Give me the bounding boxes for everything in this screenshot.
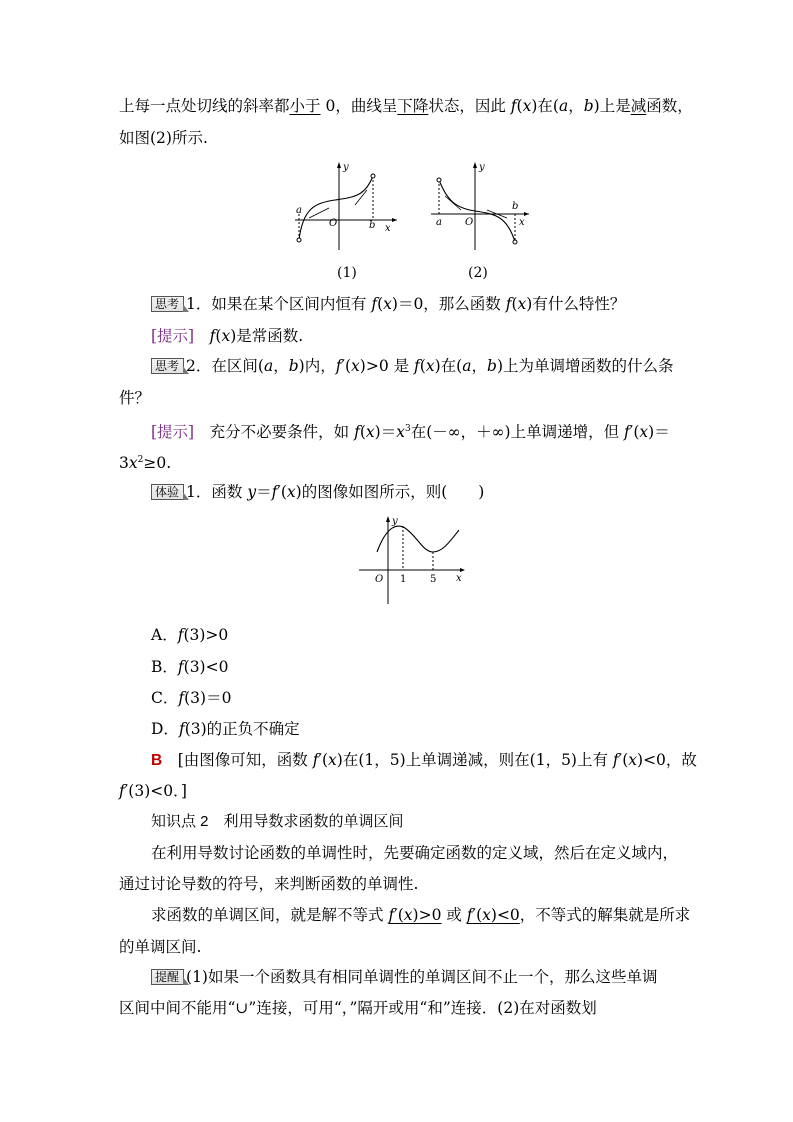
paragraph-line: 在利用导数讨论函数的单调性时，先要确定函数的定义域，然后在定义域内， — [151, 844, 679, 862]
think-question-1: 思考 1．如果在某个区间内恒有 f(x)＝0，那么函数 f(x)有什么特性？ — [151, 293, 711, 315]
paragraph-line: 区间中间不能用“∪”连接，可用“，”隔开或用“和”连接．(2)在对函数划 — [119, 999, 597, 1017]
label-origin: O — [329, 218, 338, 229]
label-x: x — [385, 223, 391, 234]
open-point — [297, 238, 301, 242]
label-y: y — [392, 516, 398, 527]
option-c: C．f(3)＝0 — [151, 689, 232, 707]
paragraph-line: 上每一点处切线的斜率都小于 0，曲线呈下降状态，因此 f(x)在(a，b)上是减函数， — [119, 97, 693, 115]
think-tag: 思考 — [151, 296, 184, 312]
reminder-tag: 提醒 — [151, 969, 184, 985]
open-point — [371, 174, 375, 178]
reminder: 提醒 (1)如果一个函数具有相同单调性的单调区间不止一个，那么这些单调 — [151, 966, 711, 988]
paragraph-line: 的单调区间. — [119, 938, 202, 956]
paragraph-line: 如图(2)所示. — [119, 129, 208, 147]
paragraph-line: f′(3)<0．] — [119, 782, 187, 800]
label-origin: O — [375, 574, 384, 585]
tick-label-5: 5 — [430, 574, 437, 585]
open-point — [437, 178, 441, 182]
label-a: a — [296, 205, 302, 216]
paragraph-line: 件？ — [119, 389, 151, 407]
tangent-line — [445, 196, 461, 210]
tick-label-1: 1 — [400, 574, 407, 585]
experience-tag: 体验 — [151, 484, 184, 500]
decreasing-curve — [439, 180, 515, 242]
hint-2: [提示] 充分不必要条件，如 $f(x)=x^3$在(－∞，＋∞)上单调递增，但 f′(x)＝ — [151, 423, 670, 442]
paragraph-line: 通过讨论导数的符号，来判断函数的单调性. — [119, 875, 419, 893]
increasing-curve — [299, 176, 376, 240]
derivative-graph-figure — [355, 512, 470, 607]
y-axis-arrow-icon — [386, 516, 390, 522]
section-heading: 知识点 2 利用导数求函数的单调区间 — [151, 813, 404, 830]
y-axis-arrow-icon — [337, 162, 341, 168]
monotonic-graphs-figure — [285, 158, 535, 254]
hint-tag: [提示] — [151, 327, 195, 345]
answer-explanation: B [由图像可知，函数 f′(x)在(1，5)上单调递减，则在(1，5)上有 f′(x)<0，故 — [151, 751, 697, 769]
think-question-2: 思考 2．在区间(a，b)内，f′(x)>0 是 f(x)在(a，b)上为单调增函数的什么条 — [151, 355, 711, 377]
y-axis-arrow-icon — [473, 162, 477, 168]
label-y: y — [479, 162, 485, 173]
label-x: x — [519, 217, 525, 228]
figure-caption-2: (2) — [468, 265, 488, 281]
paragraph-line: 求函数的单调区间，就是解不等式 f′(x)>0 或 f′(x)<0，不等式的解集就是所求 — [151, 906, 691, 924]
label-b: b — [512, 201, 519, 212]
option-b: B．f(3)<0 — [151, 658, 229, 676]
label-y: y — [343, 162, 349, 173]
label-b: b — [369, 220, 376, 231]
x-axis-arrow-icon — [392, 218, 397, 222]
option-a: A．f(3)>0 — [151, 626, 229, 644]
open-point — [513, 240, 517, 244]
figure-caption-1: (1) — [337, 265, 357, 281]
label-a: a — [436, 217, 442, 228]
think-tag: 思考 — [151, 358, 184, 374]
answer-letter: B — [151, 752, 163, 769]
graph-decreasing — [431, 162, 529, 250]
x-axis-arrow-icon — [524, 212, 529, 216]
graph-increasing — [295, 162, 397, 250]
paragraph-line: $3x^2\ge 0$. — [119, 454, 172, 473]
hint-tag: [提示] — [151, 423, 195, 442]
label-x: x — [456, 573, 462, 584]
hint-1: [提示] f(x)是常函数. — [151, 327, 304, 345]
exercise-question-1: 体验 1．函数 y＝f′(x)的图像如图所示，则( ) — [151, 481, 711, 503]
option-d: D．f(3)的正负不确定 — [151, 720, 300, 738]
derivative-curve — [377, 526, 459, 552]
tangent-line — [309, 208, 329, 218]
x-axis-arrow-icon — [460, 568, 465, 572]
label-origin: O — [465, 217, 474, 228]
